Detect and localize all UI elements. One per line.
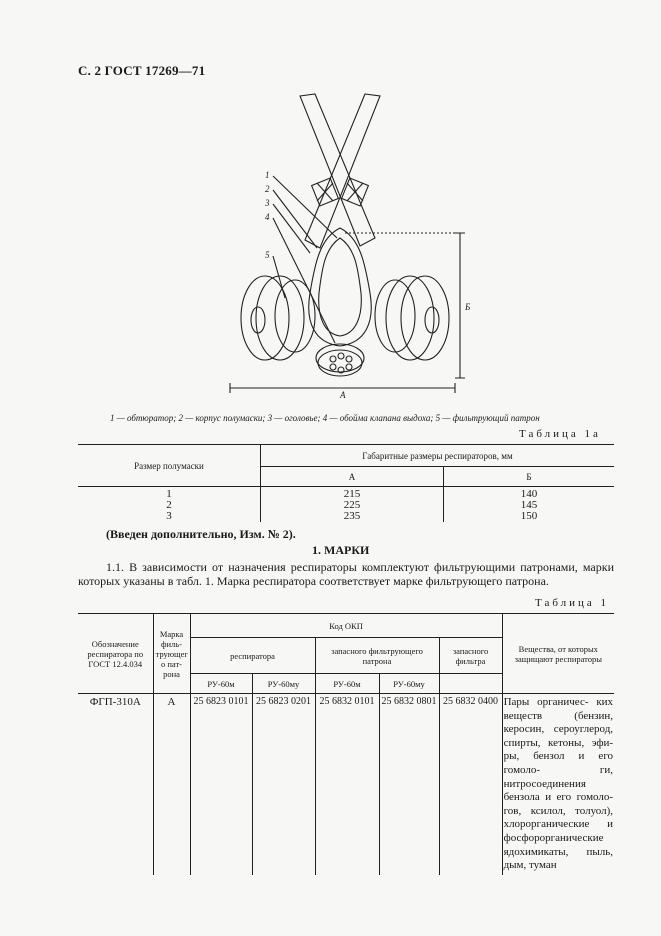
t1-col-substances: Вещества, от которых защищают респираторы <box>502 614 614 694</box>
t1-sub-ru60mu-2: РУ-60му <box>379 674 439 694</box>
amendment-note: (Введен дополнительно, Изм. № 2). <box>106 527 296 541</box>
t1-row-designation: ФГП-310А <box>78 694 153 875</box>
page-header: С. 2 ГОСТ 17269—71 <box>78 63 206 78</box>
dimension-b <box>455 233 465 378</box>
t1-col-designation: Обозначение респиратора по ГОСТ 12.4.034 <box>78 614 153 694</box>
t1a-col-a: А <box>261 467 444 487</box>
table-1a <box>78 444 614 522</box>
table1-caption: Таблица 1 <box>535 597 610 609</box>
t1-col-mark: Марка филь- трующег о пат- рона <box>153 614 190 694</box>
t1-row-c5: 25 6832 0400 <box>439 694 502 875</box>
t1a-sizes: 1 2 3 <box>166 488 172 522</box>
t1-sub-ru60m-2: РУ-60м <box>315 674 379 694</box>
t1a-a-values: 215 225 235 <box>261 487 444 523</box>
paragraph-1-1 <box>78 560 614 588</box>
t1-row-mark: А <box>153 694 190 875</box>
t1a-b-values: 140 145 150 <box>444 487 615 523</box>
t1-sub-ru60mu-1: РУ-60му <box>252 674 315 694</box>
paragraph-text: 1.1. В зависимости от назначения респираторы комплектуют фильтрующими патронами, марки которых указаны в табл. 1. Марка респиратора соответствует марке фильтрующего патрона. <box>78 560 614 588</box>
respirator-drawing <box>225 88 475 408</box>
t1a-col-b: Б <box>444 467 615 487</box>
t1-col-okp: Код ОКП <box>190 614 502 638</box>
figure-caption: 1 — обтюратор; 2 — корпус полумаски; 3 — оголовье; 4 — обойма клапана выдоха; 5 — фильтрующий патрон <box>110 413 540 423</box>
strap-right <box>305 94 380 248</box>
callout-2: 2 <box>265 184 270 194</box>
t1-col-spare-filter: запасного фильтра <box>439 638 502 674</box>
t1-row-c1: 25 6823 0101 <box>190 694 252 875</box>
t1-sub-ru60m-1: РУ-60м <box>190 674 252 694</box>
t1-sub-empty <box>439 674 502 694</box>
t1-row-c3: 25 6832 0101 <box>315 694 379 875</box>
callout-4: 4 <box>265 212 270 222</box>
t1-col-spare-cartridge: запасного фильтрующего патрона <box>315 638 439 674</box>
callout-3: 3 <box>265 198 270 208</box>
t1a-col-dims: Габаритные размеры респираторов, мм <box>261 445 615 467</box>
section-title: 1. МАРКИ <box>312 543 370 557</box>
t1a-col-size: Размер полумаски <box>78 445 261 487</box>
half-mask-body <box>309 228 372 346</box>
callout-5: 5 <box>265 250 270 260</box>
dim-b-label: Б <box>465 302 471 312</box>
t1-row-c2: 25 6823 0201 <box>252 694 315 875</box>
t1-row-substances: Пары органичес- ких веществ (бензин, керосин, сероуглерод, спирты, кетоны, эфи- ры, бензол и его гомоло- ги, нитросоединения бензола и его гомоло- гов, ксилол, толуол), хлорорганические и фосфорорганические ядохимикаты, пыль, дым, туман <box>502 694 614 875</box>
callout-1: 1 <box>265 170 270 180</box>
t1-col-respirator: респиратора <box>190 638 315 674</box>
strap-left <box>300 94 375 246</box>
table1a-caption: Таблица 1а <box>519 428 601 440</box>
dim-a-label: А <box>340 390 346 400</box>
t1-row-c4: 25 6832 0801 <box>379 694 439 875</box>
table-1 <box>78 613 614 875</box>
